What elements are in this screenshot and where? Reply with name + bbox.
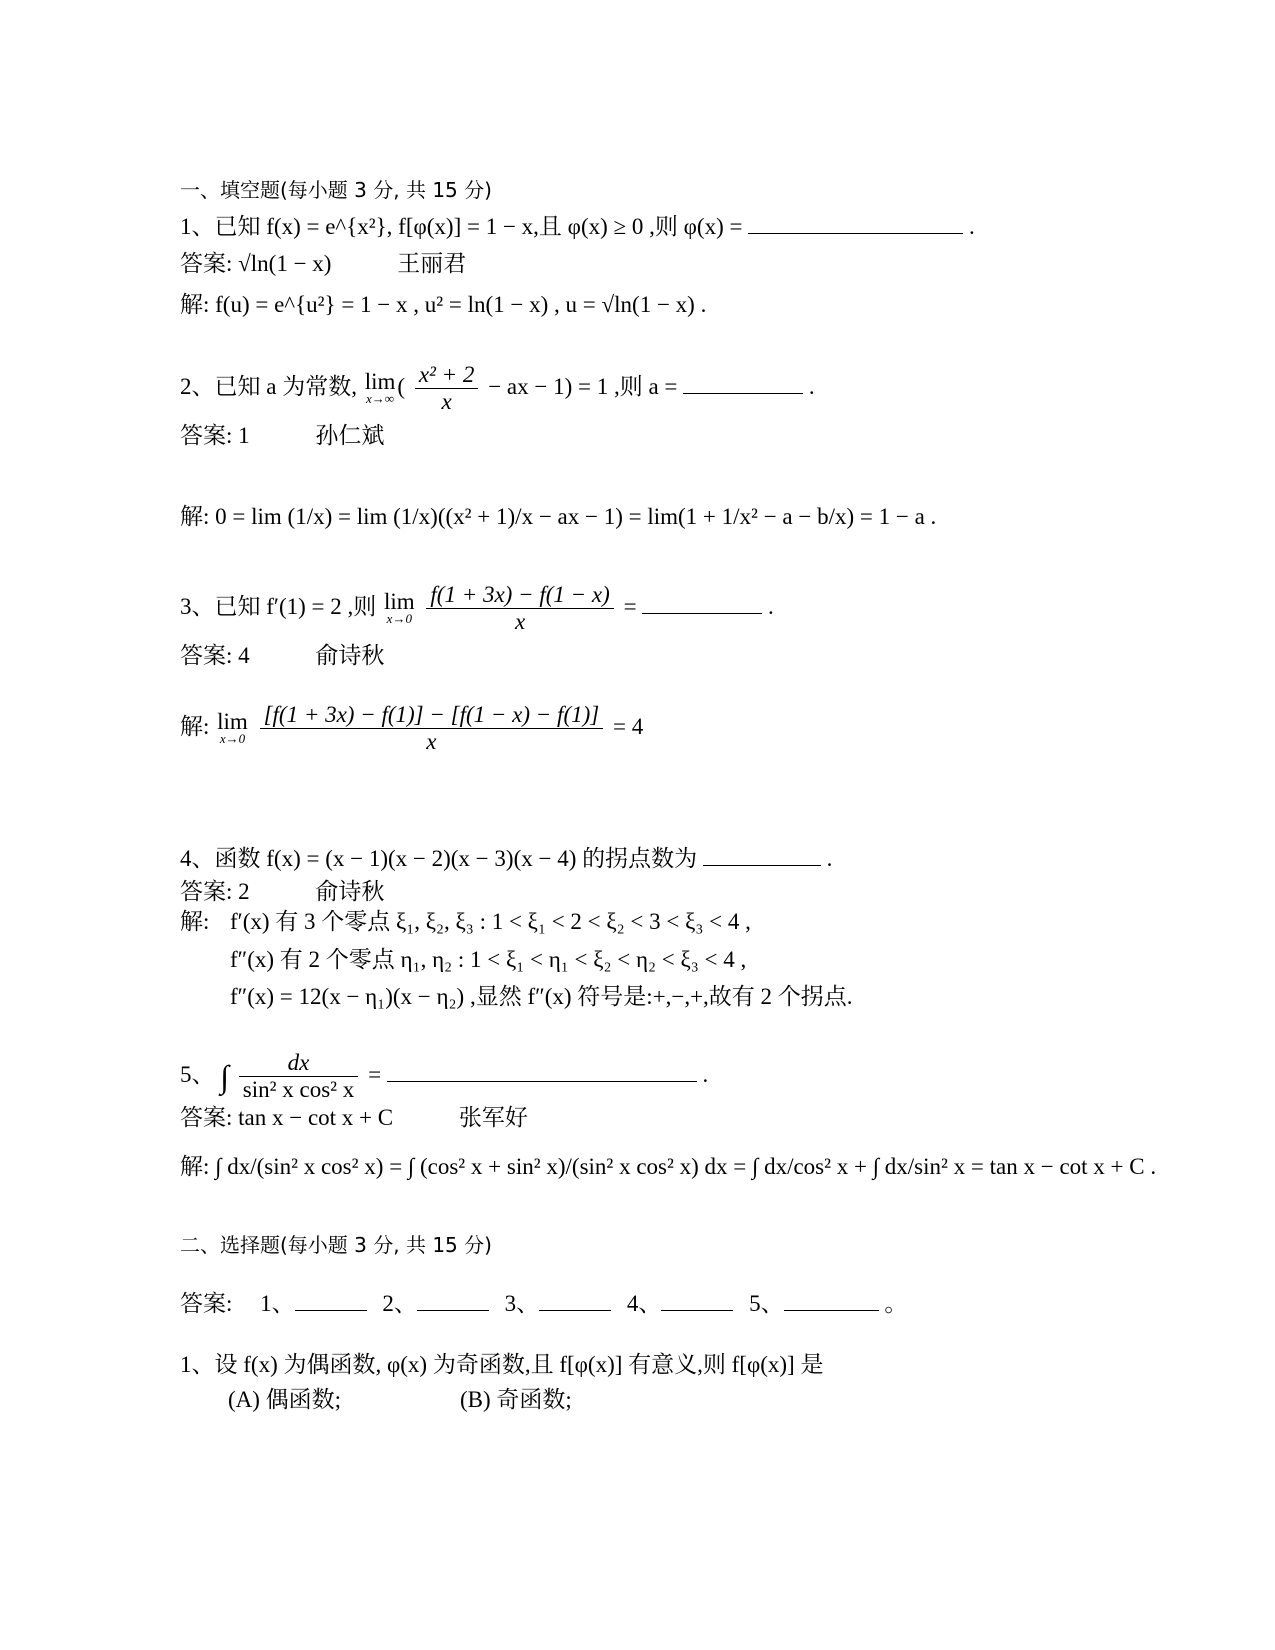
q5-answer-value: tan x − cot x + C (238, 1105, 394, 1130)
q4-answer-label: 答案: (180, 879, 233, 904)
q5-rest: = (368, 1061, 382, 1087)
q4-solution-line-2: f″(x) 有 2 个零点 η₁, η₂ : 1 < ξ₁ < η₁ < ξ₂ < η₂ < ξ₃ < 4 , (230, 947, 747, 972)
s2-q1-line: 1、设 f(x) 为偶函数, φ(x) 为奇函数,且 f[φ(x)] 有意义,则 f[φ(x)] 是 (180, 1352, 824, 1377)
section2-heading: 二、选择题(每小题 3 分, 共 15 分) (180, 1233, 492, 1257)
section2-answer-label: 答案: (180, 1291, 233, 1316)
q2-answer (180, 421, 384, 451)
q3-solution-fraction (260, 702, 604, 755)
q3-fraction (426, 582, 613, 635)
s2-q1-option-b: (B) 奇函数; (460, 1387, 572, 1412)
q4-blank (703, 843, 821, 866)
q3-solution-rest: = 4 (612, 713, 644, 739)
q3-solution (180, 702, 643, 755)
q5-end: . (702, 1061, 709, 1087)
q2-lim-sub: x→∞ (366, 390, 395, 406)
q3-solution-num: [f(1 + 3x) − f(1)] − [f(1 − x) − f(1)] (260, 702, 604, 729)
slot-1-label: 1、 (260, 1291, 295, 1316)
q2-fraction (415, 362, 479, 415)
slot-5-blank (784, 1288, 879, 1311)
q3-author: 俞诗秋 (315, 643, 385, 668)
q3-lim-sub: x→0 (386, 610, 412, 626)
q2-end: . (808, 373, 815, 399)
q3-answer-value: 4 (238, 643, 250, 668)
q3-solution-label: 解: (180, 713, 210, 739)
q3-solution-lim-sub: x→0 (219, 730, 246, 746)
q4-answer (180, 877, 384, 907)
q5-label: 5、 (180, 1061, 215, 1087)
q4-solution-label: 解: (180, 909, 210, 934)
q3-rest: = (623, 593, 637, 619)
q4-answer-value: 2 (238, 879, 250, 904)
q2-frac-den: x (441, 389, 452, 414)
q2-line: 2、已知 a 为常数, lim x→∞ ( $\frac{\text{x² + 2}}{x}$ − ax − 1) = 1 ,则 a = . (180, 362, 815, 414)
q4-line (180, 843, 832, 874)
q3-line (180, 582, 774, 635)
q4-solution-line-1: f′(x) 有 3 个零点 ξ₁, ξ₂, ξ₃ : 1 < ξ₁ < 2 < ξ₂ < 3 < ξ₃ < 4 , (230, 909, 751, 934)
q4-text: 4、函数 f(x) = (x − 1)(x − 2)(x − 3)(x − 4) 的拐点数为 (180, 846, 698, 871)
slot-2-label: 2、 (382, 1291, 417, 1316)
slot-5-label: 5、 (749, 1291, 784, 1316)
slot-4-label: 4、 (626, 1291, 662, 1316)
q2-lim: lim x→∞ (364, 368, 396, 406)
q1-answer (180, 249, 466, 279)
q1-answer-label: 答案: (180, 251, 233, 276)
q5-line (180, 1050, 708, 1103)
section1-heading: 一、填空题(每小题 3 分, 共 15 分) (180, 178, 492, 202)
q2-answer-value: 1 (238, 423, 250, 448)
q1-blank (748, 211, 963, 234)
slot-1-blank (295, 1288, 367, 1311)
slot-2-blank (417, 1288, 489, 1311)
slot-4-blank (661, 1288, 733, 1311)
q2-author: 孙仁斌 (315, 423, 385, 448)
s2-q1-option-a: (A) 偶函数; (228, 1387, 342, 1412)
q3-end: . (768, 593, 774, 619)
q5-author: 张军好 (458, 1105, 528, 1130)
q1-text: 1、已知 f(x) = e^{x²}, f[φ(x)] = 1 − x,且 φ(x) ≥ 0 ,则 φ(x) = (180, 214, 743, 239)
integral-sign: ∫ (220, 1058, 230, 1095)
q3-prefix: 3、已知 f′(1) = 2 ,则 (180, 593, 377, 619)
slot-3-blank (539, 1288, 611, 1311)
q5-blank (387, 1059, 697, 1082)
q3-frac-num: f(1 + 3x) − f(1 − x) (426, 582, 613, 609)
section2-answer-row (180, 1288, 907, 1319)
q1-end: . (968, 214, 975, 239)
q3-blank (642, 591, 762, 614)
q5-frac-num: dx (239, 1050, 359, 1077)
q3-lim: lim x→0 (383, 588, 415, 626)
section2-answer-end: 。 (884, 1291, 908, 1316)
q1-line (180, 211, 975, 242)
q3-solution-den: x (426, 729, 437, 754)
q5-answer-label: 答案: (180, 1105, 233, 1130)
q5-answer (180, 1103, 528, 1133)
q3-answer (180, 641, 384, 671)
q1-author: 王丽君 (397, 251, 467, 276)
q5-frac-den: sin² x cos² x (242, 1077, 355, 1102)
q4-end: . (826, 846, 833, 871)
q5-fraction (239, 1050, 359, 1103)
q2-solution: 解: 0 = lim (1/x) = lim (1/x)((x² + 1)/x − ax − 1) = lim(1 + 1/x² − a − b/x) = 1 − a . (180, 504, 937, 529)
q1-answer-value: √ln(1 − x) (238, 251, 332, 276)
q3-answer-label: 答案: (180, 643, 233, 668)
q5-solution: 解: ∫ dx/(sin² x cos² x) = ∫ (cos² x + sin² x)/(sin² x cos² x) dx = ∫ dx/cos² x + ∫ dx/sin² x = tan x − cot x + C . (180, 1154, 1157, 1179)
q2-prefix: 2、已知 a 为常数, (180, 373, 357, 399)
q4-solution-line-3: f″(x) = 12(x − η₁)(x − η₂) ,显然 f″(x) 符号是:+,−,+,故有 2 个拐点. (230, 984, 853, 1009)
q2-answer-label: 答案: (180, 423, 233, 448)
q2-rest: − ax − 1) = 1 ,则 a = (488, 373, 678, 399)
q3-solution-lim: lim x→0 (217, 708, 248, 746)
q4-author: 俞诗秋 (315, 879, 385, 904)
q3-frac-den: x (515, 609, 526, 634)
q1-solution: 解: f(u) = e^{u²} = 1 − x , u² = ln(1 − x) , u = √ln(1 − x) . (180, 292, 707, 317)
slot-3-label: 3、 (504, 1291, 540, 1316)
q2-frac-num: x² + 2 (415, 362, 479, 389)
q2-blank (683, 371, 803, 394)
